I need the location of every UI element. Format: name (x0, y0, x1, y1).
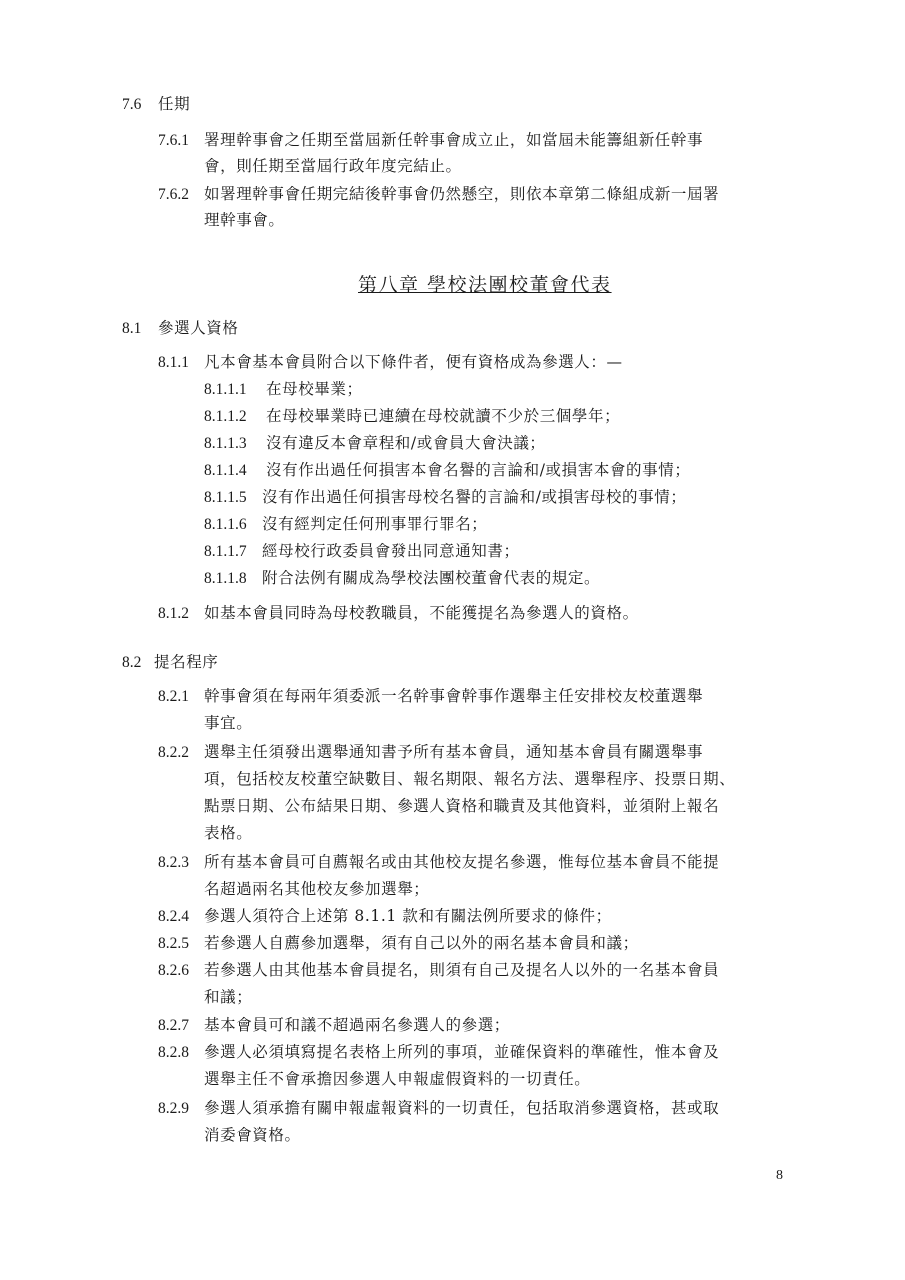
section-heading: 8.1 參選人資格 (122, 319, 239, 337)
clause-8-2-8-cont: 選舉主任不會承擔因參選人申報虛假資料的一切責任。 (204, 1070, 591, 1088)
clause-8-2-6-cont: 和議； (204, 988, 253, 1006)
clause-7-6-2: 7.6.2 如署理幹事會任期完結後幹事會仍然懸空，則依本章第二條組成新一屆署 (158, 185, 720, 203)
clause-8-2-2: 8.2.2 選舉主任須發出選舉通知書予所有基本會員，通知基本會員有關選舉事 (158, 743, 704, 761)
clause-8-2-2-cont: 點票日期、公布結果日期、參選人資格和職責及其他資料，並須附上報名 (204, 797, 720, 815)
sub-clause: 8.1.1.4 沒有作出過任何損害本會名譽的言論和/或損害本會的事情； (204, 461, 691, 479)
clause-8-1-2: 8.1.2 如基本會員同時為母校教職員，不能獲提名為參選人的資格。 (158, 604, 639, 622)
clause-8-1-1: 8.1.1 凡本會基本會員附合以下條件者，便有資格成為參選人：— (158, 353, 623, 371)
chapter-title: 第八章 學校法團校董會代表 (358, 274, 612, 296)
clause-8-2-7: 8.2.7 基本會員可和議不超過兩名參選人的參選； (158, 1016, 510, 1034)
clause-7-6-1: 7.6.1 署理幹事會之任期至當屆新任幹事會成立止，如當屆未能籌組新任幹事 (158, 131, 704, 149)
clause-8-2-1: 8.2.1 幹事會須在每兩年須委派一名幹事會幹事作選舉主任安排校友校董選舉 (158, 687, 704, 705)
clause-8-2-1-cont: 事宜。 (204, 714, 253, 732)
sub-clause: 8.1.1.1 在母校畢業； (204, 380, 363, 398)
sub-clause: 8.1.1.5 沒有作出過任何損害母校名譽的言論和/或損害母校的事情； (204, 488, 687, 506)
clause-7-6-2-cont: 理幹事會。 (204, 211, 285, 229)
page-number: 8 (776, 1168, 784, 1183)
clause-8-2-8: 8.2.8 參選人必須填寫提名表格上所列的事項，並確保資料的準確性，惟本會及 (158, 1043, 720, 1061)
section-heading: 8.2 提名程序 (122, 653, 219, 671)
clause-8-2-6: 8.2.6 若參選人由其他基本會員提名，則須有自己及提名人以外的一名基本會員 (158, 961, 720, 979)
clause-8-2-5: 8.2.5 若參選人自薦參加選舉，須有自己以外的兩名基本會員和議； (158, 934, 639, 952)
clause-8-2-3: 8.2.3 所有基本會員可自薦報名或由其他校友提名參選，惟每位基本會員不能提 (158, 853, 720, 871)
clause-8-2-2-cont: 項，包括校友校董空缺數目、報名期限、報名方法、選舉程序、投票日期、 (204, 770, 736, 788)
sub-clause: 8.1.1.6 沒有經判定任何刑事罪行罪名； (204, 515, 488, 533)
clause-8-2-4: 8.2.4 參選人須符合上述第 8.1.1 款和有關法例所要求的條件； (158, 907, 612, 925)
sub-clause: 8.1.1.3 沒有違反本會章程和/或會員大會決議； (204, 434, 546, 452)
clause-8-2-2-cont: 表格。 (204, 824, 253, 842)
clause-7-6-1-cont: 會，則任期至當屆行政年度完結止。 (204, 157, 462, 175)
sub-clause: 8.1.1.8 附合法例有關成為學校法團校董會代表的規定。 (204, 569, 601, 587)
clause-8-2-9-cont: 消委會資格。 (204, 1126, 301, 1144)
sub-clause: 8.1.1.7 經母校行政委員會發出同意通知書； (204, 542, 520, 560)
clause-8-2-9: 8.2.9 參選人須承擔有關申報虛報資料的一切責任，包括取消參選資格，甚或取 (158, 1099, 720, 1117)
sub-clause: 8.1.1.2 在母校畢業時已連續在母校就讀不少於三個學年； (204, 407, 621, 425)
section-heading: 7.6 任期 (122, 95, 191, 113)
clause-8-2-3-cont: 名超過兩名其他校友參加選舉； (204, 880, 430, 898)
